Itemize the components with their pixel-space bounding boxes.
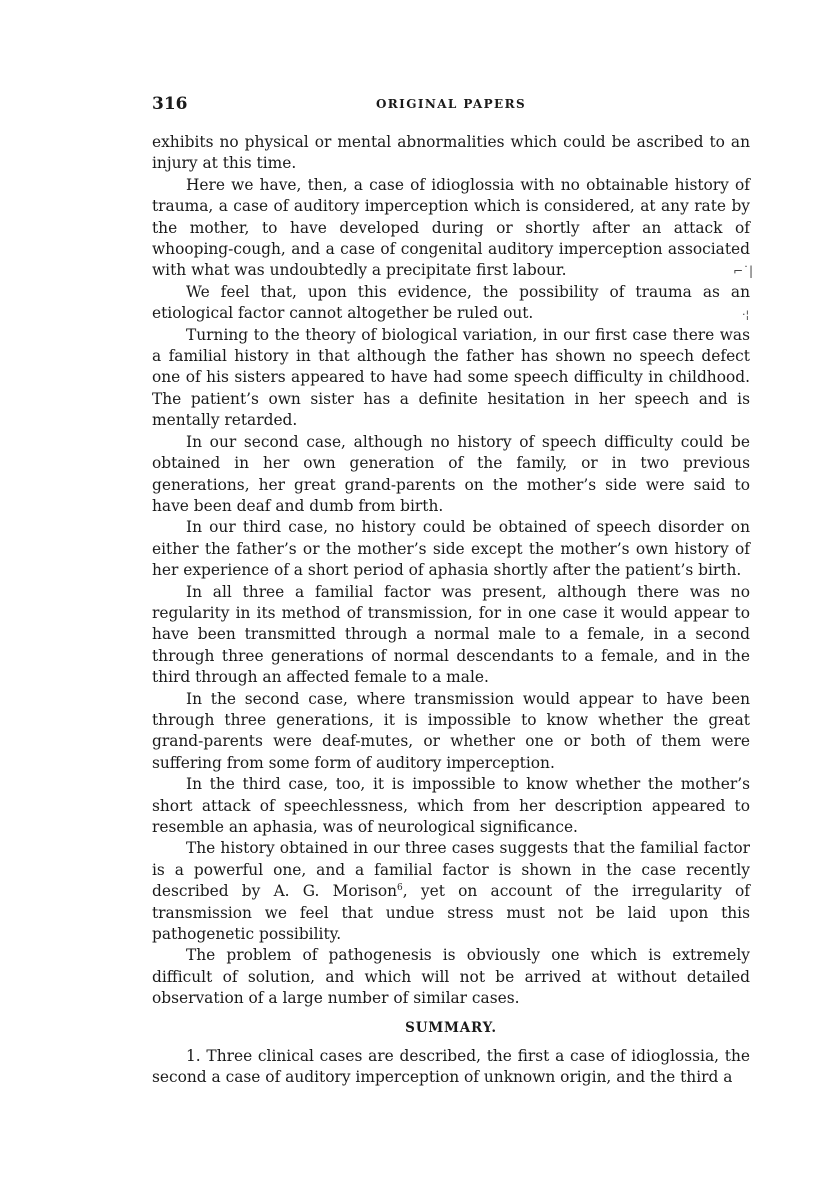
paragraph-second-case-generations: In the second case, where transmission would appear to have been through three generations, it is impossible to know whether the great grand-parents were deaf-mutes, or whether one or both of them were suffering from some form of auditory imperception. <box>152 689 750 772</box>
page-header <box>152 94 750 118</box>
paragraph-trauma-conclusion: We feel that, upon this evidence, the possibility of trauma as an etiological factor cannot altogether be ruled out. <box>152 282 750 323</box>
paragraph-pathogenesis: The problem of pathogenesis is obviously one which is extremely difficult of solution, and which will not be arrived at without detailed observation of a large number of similar cases. <box>152 946 750 1008</box>
morison-text-after: , yet on account of the irregularity of transmission we feel that undue stress must not be laid upon this pathogenetic possibility. <box>152 882 750 944</box>
paragraph-first-case-familial: Turning to the theory of biological variation, in our first case there was a familial history in that although the father has shown no speech defect one of his sisters appeared to have had some speech difficulty in childhood. The patient’s own sister has a definite hesitation in her speech and is mentally retarded. <box>152 325 750 430</box>
summary-item-1: 1. Three clinical cases are described, the first a case of idioglossia, the second a case of auditory imperception of unknown origin, and the third a <box>152 1046 750 1087</box>
paragraph-third-case-aphasia: In the third case, too, it is impossible to know whether the mother’s short attack of speechlessness, which from her description appeared to resemble an aphasia, was of neurological significance. <box>152 775 750 836</box>
paragraph-morison <box>152 838 750 945</box>
paragraph-transmission: In all three a familial factor was present, although there was no regularity in its method of transmission, for in one case it would appear to have been transmitted through a normal male to a female, in a second through three generations of normal descendants to a female, and in the third through an affected female to a male. <box>152 582 750 687</box>
reference-superscript: 6 <box>397 883 403 894</box>
paragraph-trauma-summary: Here we have, then, a case of idioglossia with no obtainable history of trauma, a case of auditory imperception which is considered, at any rate by the mother, to have developed during or shortly after an attack of whooping-cough, and a case of congenital auditory imperception associated with what was undoubtedly a precipitate first labour. <box>152 175 750 280</box>
margin-tick-icon: ·¦ <box>742 308 750 321</box>
body-text <box>152 132 750 1088</box>
paragraph-third-case-familial: In our third case, no history could be obtained of speech disorder on either the father’s or the mother’s side except the mother’s own history of her experience of a short period of aphasia shortly after the patient’s birth. <box>152 518 750 580</box>
running-head: ORIGINAL PAPERS <box>375 97 527 111</box>
margin-mark-icon: ⌐˙| <box>733 264 754 278</box>
page-number: 316 <box>152 94 188 114</box>
paragraph-continuation: exhibits no physical or mental abnormalities which could be ascribed to an injury at this time. <box>152 133 750 173</box>
paragraph-second-case-familial: In our second case, although no history of speech difficulty could be obtained in her own generation of the family, or in two previous generations, her great grand-parents on the mother’s side were said to have been deaf and dumb from birth. <box>152 432 750 515</box>
morison-text-before: The history obtained in our three cases suggests that the familial factor is a powerful one, and a familial factor is shown in the case recently described by A. G. Morison <box>152 839 750 901</box>
summary-heading: SUMMARY. <box>405 1019 497 1036</box>
